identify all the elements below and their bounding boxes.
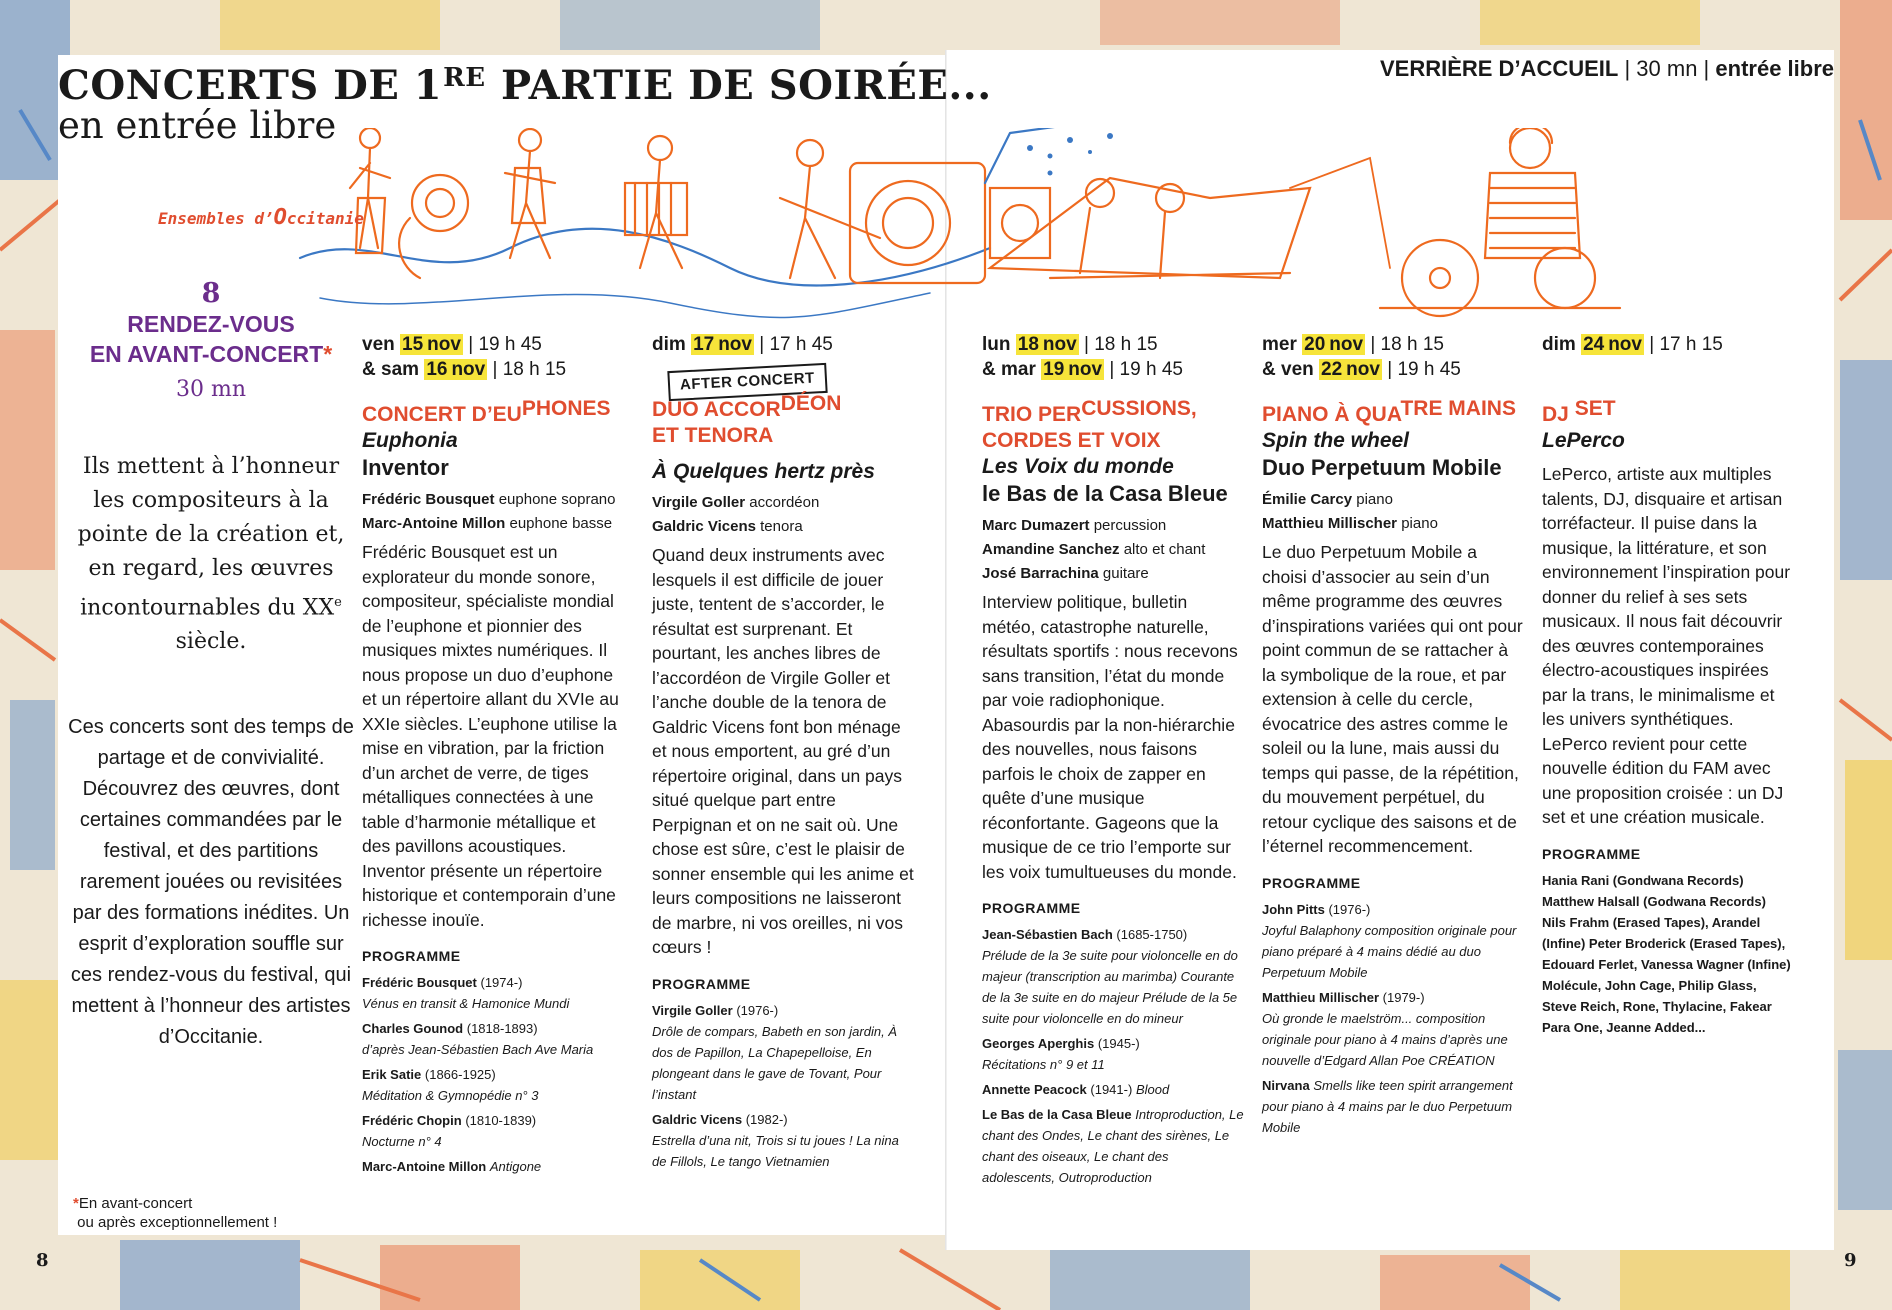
concert-title: PIANO À QUATRE MAINS (1262, 397, 1516, 426)
page-number-left: 8 (36, 1250, 49, 1271)
programme-item: John Pitts (1976-) Joyful Balaphony composition originale pour piano préparé à 4 mains dédié au duo Perpetuum Mobile (1262, 901, 1517, 980)
concert-description: LePerco, artiste aux multiples talents, DJ, disquaire et artisan torréfacteur. Il puise dans la musique, la littérature, et son environnement l’inspiration pour donner du relief à ses sets musicaux. Il nous fait découvrir des œuvres contemporaines électro-acoustiques inspirées par la trans, le minimalisme et les univers synthétiques. LePerco revient pour cette nouvelle édition du FAM avec une proposition croisée : un DJ set et une création musicale. (1542, 464, 1791, 827)
programme-item: Georges Aperghis (1945-) Récitations n° 9 et 11 (982, 1036, 1140, 1072)
programme-item: Marc-Antoine Millon Antigone (362, 1159, 542, 1174)
concert-date: dim 24 nov | 17 h 15 (1542, 334, 1723, 355)
concert-date: ven 15 nov | 19 h 45 (362, 334, 542, 355)
intro-body: Ces concerts sont des temps de partage et de convivialité. Découvrez des œuvres, dont certaines commandées par le festival, et des partitions rarement jouées ou revisitées par des formations inédites. Un esprit d’exploration souffle sur ces rendez-vous du festival, qui mettent à l’honneur des artistes d’Occitanie. (68, 716, 354, 1048)
concert-title: CONCERT D’EUPHONES (362, 397, 611, 426)
performers: Émilie Carcy piano Matthieu Millischer piano (1262, 491, 1438, 532)
concert-title: DUO ACCORDÉON ET TENORA (652, 392, 842, 447)
concert-date-2: & sam 16 nov | 18 h 15 (362, 359, 567, 380)
programme-list (982, 924, 1244, 1188)
ensembles-occitanie-logo: Ensembles d’Occitanie (158, 205, 364, 230)
programme-list: Hania Rani (Gondwana Records) Matthew Halsall (Godwana Records) Nils Frahm (Erased Tapes), Arandel (Infine) Peter Broderick (Erased Tapes), Edouard Ferlet, Vanessa Wagner (Infine) Molécule, John Cage, Philip Glass, Steve Reich, Rone, Thylacine, Fakear Para One, Jeanne Added... (1542, 872, 1791, 1035)
programme-item: Frédéric Chopin (1810-1839) Nocturne n° 4 (362, 1113, 537, 1149)
concert-date-2: & mar 19 nov | 19 h 45 (982, 359, 1183, 380)
page-subtitle: en entrée libre (58, 104, 337, 147)
concert-column-5 (1542, 332, 1792, 1038)
programme-item: Erik Satie (1866-1925) Méditation & Gymnopédie n° 3 (362, 1067, 539, 1103)
performers: Virgile Goller accordéon Galdric Vicens tenora (652, 494, 820, 535)
ensemble-name: le Bas de la Casa Bleue (982, 481, 1228, 506)
concert-date-2: & ven 22 nov | 19 h 45 (1262, 359, 1461, 380)
concert-description: Interview politique, bulletin météo, catastrophe naturelle, résultats sportifs : nous recevons sans transition, l’état du monde par voie radiophonique. Abasourdis par la non-hiérarchie des nouvelles, nous faisons parfois le choix de zapper en quête d’une musique réconfortante. Gageons que la musique de ce trio l’emporte sur les voix tumultueuses du monde. (982, 592, 1238, 882)
programme-heading: PROGRAMME (1542, 845, 1641, 862)
concert-title: DJ SET (1542, 397, 1616, 426)
footnote: *En avant-concert ou après exceptionnellement ! (73, 1195, 278, 1231)
programme-item: Matthieu Millischer (1979-) Où gronde le maelström... composition originale pour piano à 4 mains d’après une nouvelle d’Edgard Allan Poe CRÉATION (1262, 989, 1508, 1068)
programme-item: Jean-Sébastien Bach (1685-1750) Prélude de la 3e suite pour violoncelle en do majeur (transcription au marimba) Courante de la 3e suite en do majeur Prélude de la 5e suite pour violoncelle en do mineur (982, 927, 1238, 1026)
concert-description: Quand deux instruments avec lesquels il est difficile de jouer juste, tentent de s’accorder, le résultat est surprenant. Et pourtant, les anches libres de l’accordéon de Virgile Goller et l’anche double de la tenora de Galdric Vicens font bon ménage et nous emportent, au gré d’un répertoire original, dans un pays situé quelque part entre Perpignan et on ne sait où. Une chose est sûre, c’est le plaisir de sonner ensemble qui les anime et leurs compositions ne laisseront de marbre, ni vos oreilles, ni vos cœurs ! (652, 545, 914, 957)
programme-item: Nirvana Smells like teen spirit arrangement pour piano à 4 mains par le duo Perpetuum Mobile (1262, 1077, 1513, 1135)
concert-column-4 (1262, 332, 1524, 1142)
concert-subtitle: À Quelques hertz près (652, 460, 875, 483)
concert-subtitle: LePerco (1542, 429, 1625, 452)
programme-item: Charles Gounod (1818-1893) d’après Jean-Sébastien Bach Ave Maria (362, 1021, 594, 1057)
intro-lead: Ils mettent à l’honneur les compositeurs à la pointe de la création et, en regard, les œuvres incontournables du XXe siècle. (77, 454, 345, 655)
concert-date: dim 17 nov | 17 h 45 (652, 334, 833, 355)
page-number-right: 9 (1844, 1250, 1857, 1271)
concert-description: Le duo Perpetuum Mobile a choisi d’associer au sein d’un même programme des œuvres d’inspirations variées qui ont pour point commun de se rattacher à la symbolique de la roue, et par extension à celle du cercle, évocatrice des astres comme le soleil ou la lune, mais aussi du temps qui passe, de la répétition, du mouvement perpétuel, du retour cyclique des saisons et de l’éternel recommencement. (1262, 542, 1523, 856)
ensemble-name: Inventor (362, 455, 449, 480)
programme-list (1262, 899, 1524, 1138)
venue-info: VERRIÈRE D’ACCUEIL | 30 mn | entrée libre (1379, 56, 1834, 81)
concert-column-1 (362, 332, 624, 1181)
programme-item: Frédéric Bousquet (1974-) Vénus en transit & Hamonice Mundi (362, 975, 570, 1011)
concert-description: Frédéric Bousquet est un explorateur du monde sonore, compositeur, spécialiste mondial de l’euphone et pionnier des musiques mixtes numériques. Il nous propose un duo d’euphone et un répertoire allant du XVIe au XXIe siècles. L’euphone utilise la mise en vibration, par la friction d’un archet de verre, de tiges métalliques connectées à une table d’harmonie métallique et des pavillons acoustiques. Inventor présente un répertoire historique et contemporain d’une richesse inouïe. (362, 542, 619, 930)
concert-subtitle: Euphonia (362, 429, 458, 452)
programme-list (652, 1000, 914, 1172)
programme-item: Le Bas de la Casa Bleue Introproduction, Le chant des Ondes, Le chant des sirènes, Le chant des oiseaux, Le chant des adolescents, Outroproduction (982, 1107, 1244, 1185)
concert-column-2 (652, 332, 914, 1176)
ensemble-name: Duo Perpetuum Mobile (1262, 455, 1502, 480)
programme-heading: PROGRAMME (982, 900, 1081, 916)
concert-title: TRIO PERCUSSIONS, CORDES ET VOIX (982, 397, 1197, 452)
performers: Frédéric Bousquet euphone soprano Marc-Antoine Millon euphone basse (362, 491, 616, 532)
programme-heading: PROGRAMME (1262, 874, 1361, 891)
rendez-vous-count: 8 RENDEZ-VOUS EN AVANT-CONCERT* 30 mn (89, 278, 333, 402)
programme-item: Virgile Goller (1976-) Drôle de compars, Babeth en son jardin, À dos de Papillon, La Chapepelloise, En plongeant dans le gave de Tovant, Pour l’instant (652, 1002, 897, 1102)
performers: Marc Dumazert percussion Amandine Sanchez alto et chant José Barrachina guitare (982, 517, 1206, 582)
musicians-illustration (290, 128, 1630, 343)
programme-heading: PROGRAMME (362, 948, 461, 964)
programme-item: Annette Peacock (1941-) Blood (982, 1082, 1170, 1097)
concert-date: lun 18 nov | 18 h 15 (982, 334, 1158, 355)
concert-subtitle: Spin the wheel (1262, 429, 1410, 452)
page-title: CONCERTS DE 1RE PARTIE DE SOIRÉE... (58, 62, 992, 109)
programme-item: Galdric Vicens (1982-) Estrella d’una nit, Trois si tu joues ! La nina de Fillols, Le tango Vietnamien (652, 1111, 899, 1169)
programme-heading: PROGRAMME (652, 975, 751, 992)
after-concert-badge: AFTER CONCERT (667, 363, 827, 401)
concert-date: mer 20 nov | 18 h 15 (1262, 334, 1444, 355)
concert-subtitle: Les Voix du monde (982, 455, 1174, 478)
concert-column-3 (982, 332, 1244, 1192)
programme-list (362, 972, 624, 1177)
